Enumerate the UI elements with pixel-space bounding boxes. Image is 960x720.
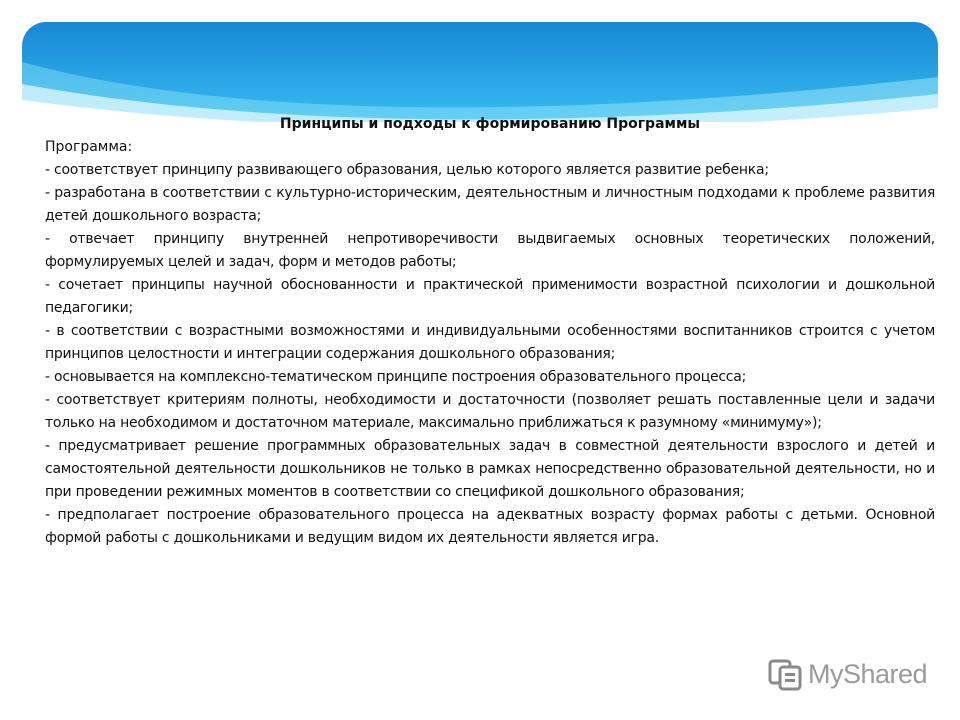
list-item: - предусматривает решение программных образовательных задач в совместной деятельности взрослого и детей и самостоятельной деятельности дошкольников не только в рамках непосредственно образовательной деятельности, но и при проведении режимных моментов в соответствии со спецификой дошкольного образования; [45,438,935,500]
list-item: - в соответствии с возрастными возможностями и индивидуальными особенностями воспитанников строится с учетом принципов целостности и интеграции содержания дошкольного образования; [45,323,935,362]
header-banner [22,22,938,122]
list-item: - соответствует принципу развивающего образования, целью которого является развитие ребенка; [45,162,769,178]
list-item: - соответствует критериям полноты, необходимости и достаточности (позволяет решать поставленные цели и задачи только на необходимом и достаточном материале, максимально приближаться к разумному «минимуму»); [45,392,935,431]
watermark-logo [768,656,927,692]
list-item: - основывается на комплексно-тематическом принципе построения образовательного процесса; [45,369,747,385]
list-item: - предполагает построение образовательного процесса на адекватных возрасту формах работы с детьми. Основной формой работы с дошкольниками и ведущим видом их деятельности является игра. [45,507,935,546]
list-item: - отвечает принципу внутренней непротиворечивости выдвигаемых основных теоретических положений, формулируемых целей и задач, форм и методов работы; [45,231,935,270]
myshared-logo-icon [768,657,802,691]
slide-content [45,113,935,550]
watermark-text: MyShared [808,658,928,689]
list-item: - сочетает принципы научной обоснованности и практической применимости возрастной психологии и дошкольной педагогики; [45,277,935,316]
intro-text: Программа: [45,139,133,155]
header-wave-graphic [22,22,938,122]
principles-list [45,159,935,550]
list-item: - разработана в соответствии с культурно-историческим, деятельностным и личностным подходами к проблеме развития детей дошкольного возраста; [45,185,935,224]
slide-title: Принципы и подходы к формированию Программы [279,116,701,132]
